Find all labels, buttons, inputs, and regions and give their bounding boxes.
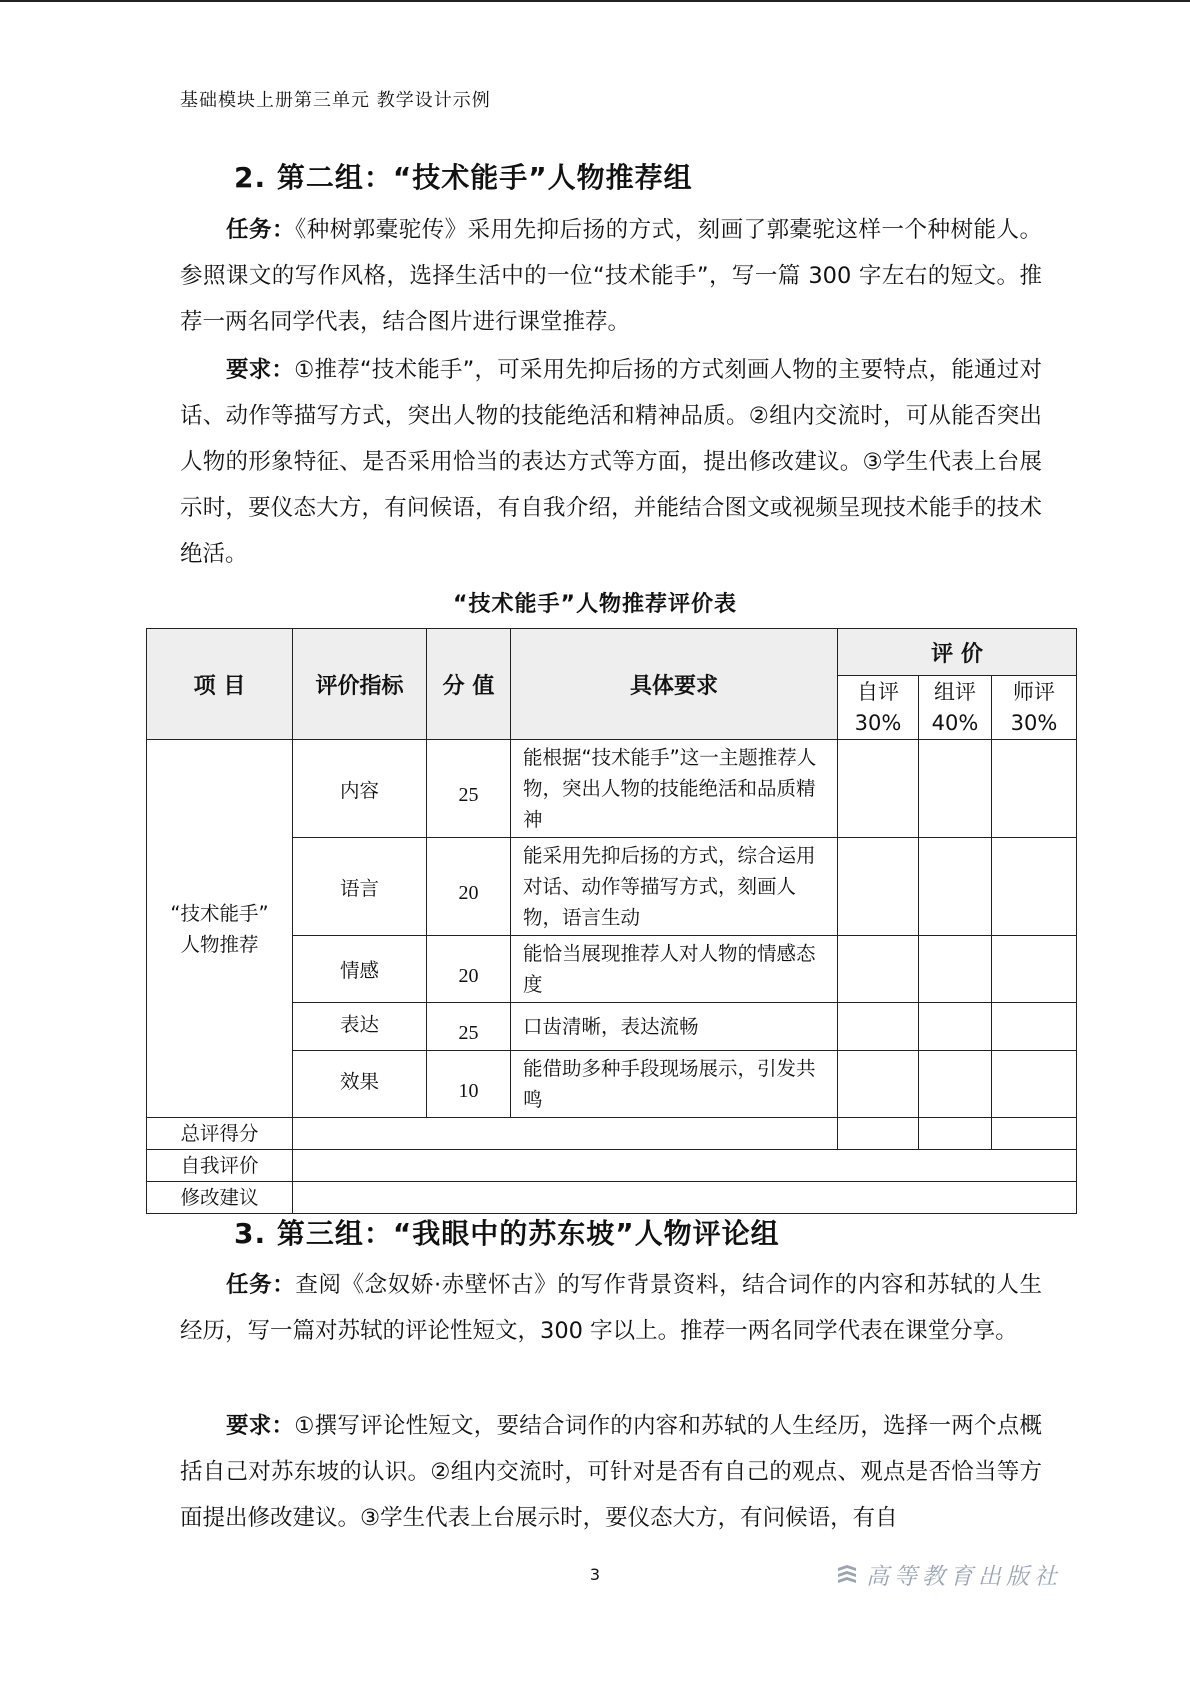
teacher-eval-cell[interactable]	[992, 740, 1077, 838]
self-eval-cell[interactable]	[838, 1051, 919, 1118]
header-requirement: 具体要求	[511, 629, 838, 740]
self-eval-cell[interactable]	[838, 1003, 919, 1051]
evaluation-table	[146, 628, 1077, 1214]
requirement-label: 要求：	[226, 1413, 295, 1439]
running-header: 基础模块上册第三单元 教学设计示例	[180, 90, 491, 111]
group-eval-cell[interactable]	[919, 1003, 992, 1051]
requirement-cell: 能借助多种手段现场展示，引发共鸣	[511, 1051, 838, 1118]
group-eval-cell[interactable]	[919, 936, 992, 1003]
section-2-requirement-paragraph	[180, 347, 1042, 577]
section-2-heading: 2. 第二组：“技术能手”人物推荐组	[234, 161, 693, 194]
self-review-field[interactable]	[293, 1150, 1077, 1182]
task-text: 查阅《念奴娇·赤壁怀古》的写作背景资料，结合词作的内容和苏轼的人生经历，写一篇对苏轼的评论性短文，300 字以上。推荐一两名同学代表在课堂分享。	[180, 1272, 1042, 1344]
score-cell: 10	[427, 1051, 511, 1118]
group-eval-percent: 40%	[931, 710, 979, 735]
section-3-requirement-paragraph	[180, 1403, 1042, 1541]
suggestions-label: 修改建议	[147, 1182, 293, 1214]
header-self-eval	[838, 676, 919, 740]
total-self-eval-cell[interactable]	[838, 1118, 919, 1150]
table-header-row-1	[147, 629, 1077, 676]
task-text: 《种树郭橐驼传》采用先抑后扬的方式，刻画了郭橐驼这样一个种树能人。参照课文的写作风格，选择生活中的一位“技术能手”，写一篇 300 字左右的短文。推荐一两名同学代表，结合图片进行课堂推荐。	[180, 217, 1042, 335]
group-label-line-1: “技术能手”	[170, 901, 269, 925]
group-eval-label: 组评	[934, 679, 976, 704]
requirement-cell: 口齿清晰，表达流畅	[511, 1003, 838, 1051]
teacher-eval-percent: 30%	[1010, 710, 1058, 735]
requirement-cell: 能根据“技术能手”这一主题推荐人物，突出人物的技能绝活和品质精神	[511, 740, 838, 838]
publisher-logo-icon	[836, 1564, 858, 1586]
self-eval-label: 自评	[857, 679, 899, 704]
group-label-cell	[147, 740, 293, 1118]
teacher-eval-cell[interactable]	[992, 1051, 1077, 1118]
requirement-cell: 能采用先抑后扬的方式，综合运用对话、动作等描写方式，刻画人物，语言生动	[511, 838, 838, 936]
total-score-label: 总评得分	[147, 1118, 293, 1150]
self-eval-cell[interactable]	[838, 740, 919, 838]
requirement-text: ①推荐“技术能手”，可采用先抑后扬的方式刻画人物的主要特点，能通过对话、动作等描写方式，突出人物的技能绝活和精神品质。②组内交流时，可从能否突出人物的形象特征、是否采用恰当的表达方式等方面，提出修改建议。③学生代表上台展示时，要仪态大方，有问候语，有自我介绍，并能结合图文或视频呈现技术能手的技术绝活。	[180, 357, 1042, 567]
indicator-cell: 表达	[293, 1003, 427, 1051]
self-review-row	[147, 1150, 1077, 1182]
total-teacher-eval-cell[interactable]	[992, 1118, 1077, 1150]
publisher-name: 高等教育出版社	[866, 1564, 1062, 1590]
requirement-cell: 能恰当展现推荐人对人物的情感态度	[511, 936, 838, 1003]
indicator-cell: 效果	[293, 1051, 427, 1118]
section-2-task-paragraph	[180, 207, 1042, 345]
header-score: 分 值	[427, 629, 511, 740]
section-3-heading: 3. 第三组：“我眼中的苏东坡”人物评论组	[234, 1217, 780, 1250]
task-label: 任务：	[226, 1272, 296, 1298]
section-3-task-paragraph	[180, 1262, 1042, 1354]
header-group-eval	[919, 676, 992, 740]
total-group-eval-cell[interactable]	[919, 1118, 992, 1150]
group-eval-cell[interactable]	[919, 838, 992, 936]
indicator-cell: 内容	[293, 740, 427, 838]
self-review-label: 自我评价	[147, 1150, 293, 1182]
indicator-cell: 语言	[293, 838, 427, 936]
self-eval-cell[interactable]	[838, 936, 919, 1003]
score-cell: 20	[427, 936, 511, 1003]
header-indicator: 评价指标	[293, 629, 427, 740]
score-cell: 25	[427, 1003, 511, 1051]
indicator-cell: 情感	[293, 936, 427, 1003]
table-caption: “技术能手”人物推荐评价表	[453, 592, 737, 617]
teacher-eval-cell[interactable]	[992, 936, 1077, 1003]
teacher-eval-cell[interactable]	[992, 838, 1077, 936]
group-eval-cell[interactable]	[919, 1051, 992, 1118]
teacher-eval-cell[interactable]	[992, 1003, 1077, 1051]
score-cell: 20	[427, 838, 511, 936]
suggestions-field[interactable]	[293, 1182, 1077, 1214]
header-item: 项 目	[147, 629, 293, 740]
page-number: 3	[589, 1565, 601, 1584]
total-score-row	[147, 1118, 1077, 1150]
self-eval-cell[interactable]	[838, 838, 919, 936]
publisher-mark	[836, 1558, 1062, 1591]
teacher-eval-label: 师评	[1013, 679, 1056, 704]
group-eval-cell[interactable]	[919, 740, 992, 838]
self-eval-percent: 30%	[854, 710, 902, 735]
suggestions-row	[147, 1182, 1077, 1214]
requirement-text: ①撰写评论性短文，要结合词作的内容和苏轼的人生经历，选择一两个点概括自己对苏东坡的认识。②组内交流时，可针对是否有自己的观点、观点是否恰当等方面提出修改建议。③学生代表上台展示时，要仪态大方，有问候语，有自	[180, 1413, 1042, 1531]
total-score-blank	[293, 1118, 838, 1150]
task-label: 任务：	[226, 217, 295, 243]
group-label-line-2: 人物推荐	[180, 932, 259, 956]
header-teacher-eval	[992, 676, 1077, 740]
top-rule	[0, 0, 1190, 2]
table-row	[147, 740, 1077, 838]
header-evaluation: 评 价	[838, 629, 1077, 676]
requirement-label: 要求：	[226, 357, 295, 383]
score-cell: 25	[427, 740, 511, 838]
